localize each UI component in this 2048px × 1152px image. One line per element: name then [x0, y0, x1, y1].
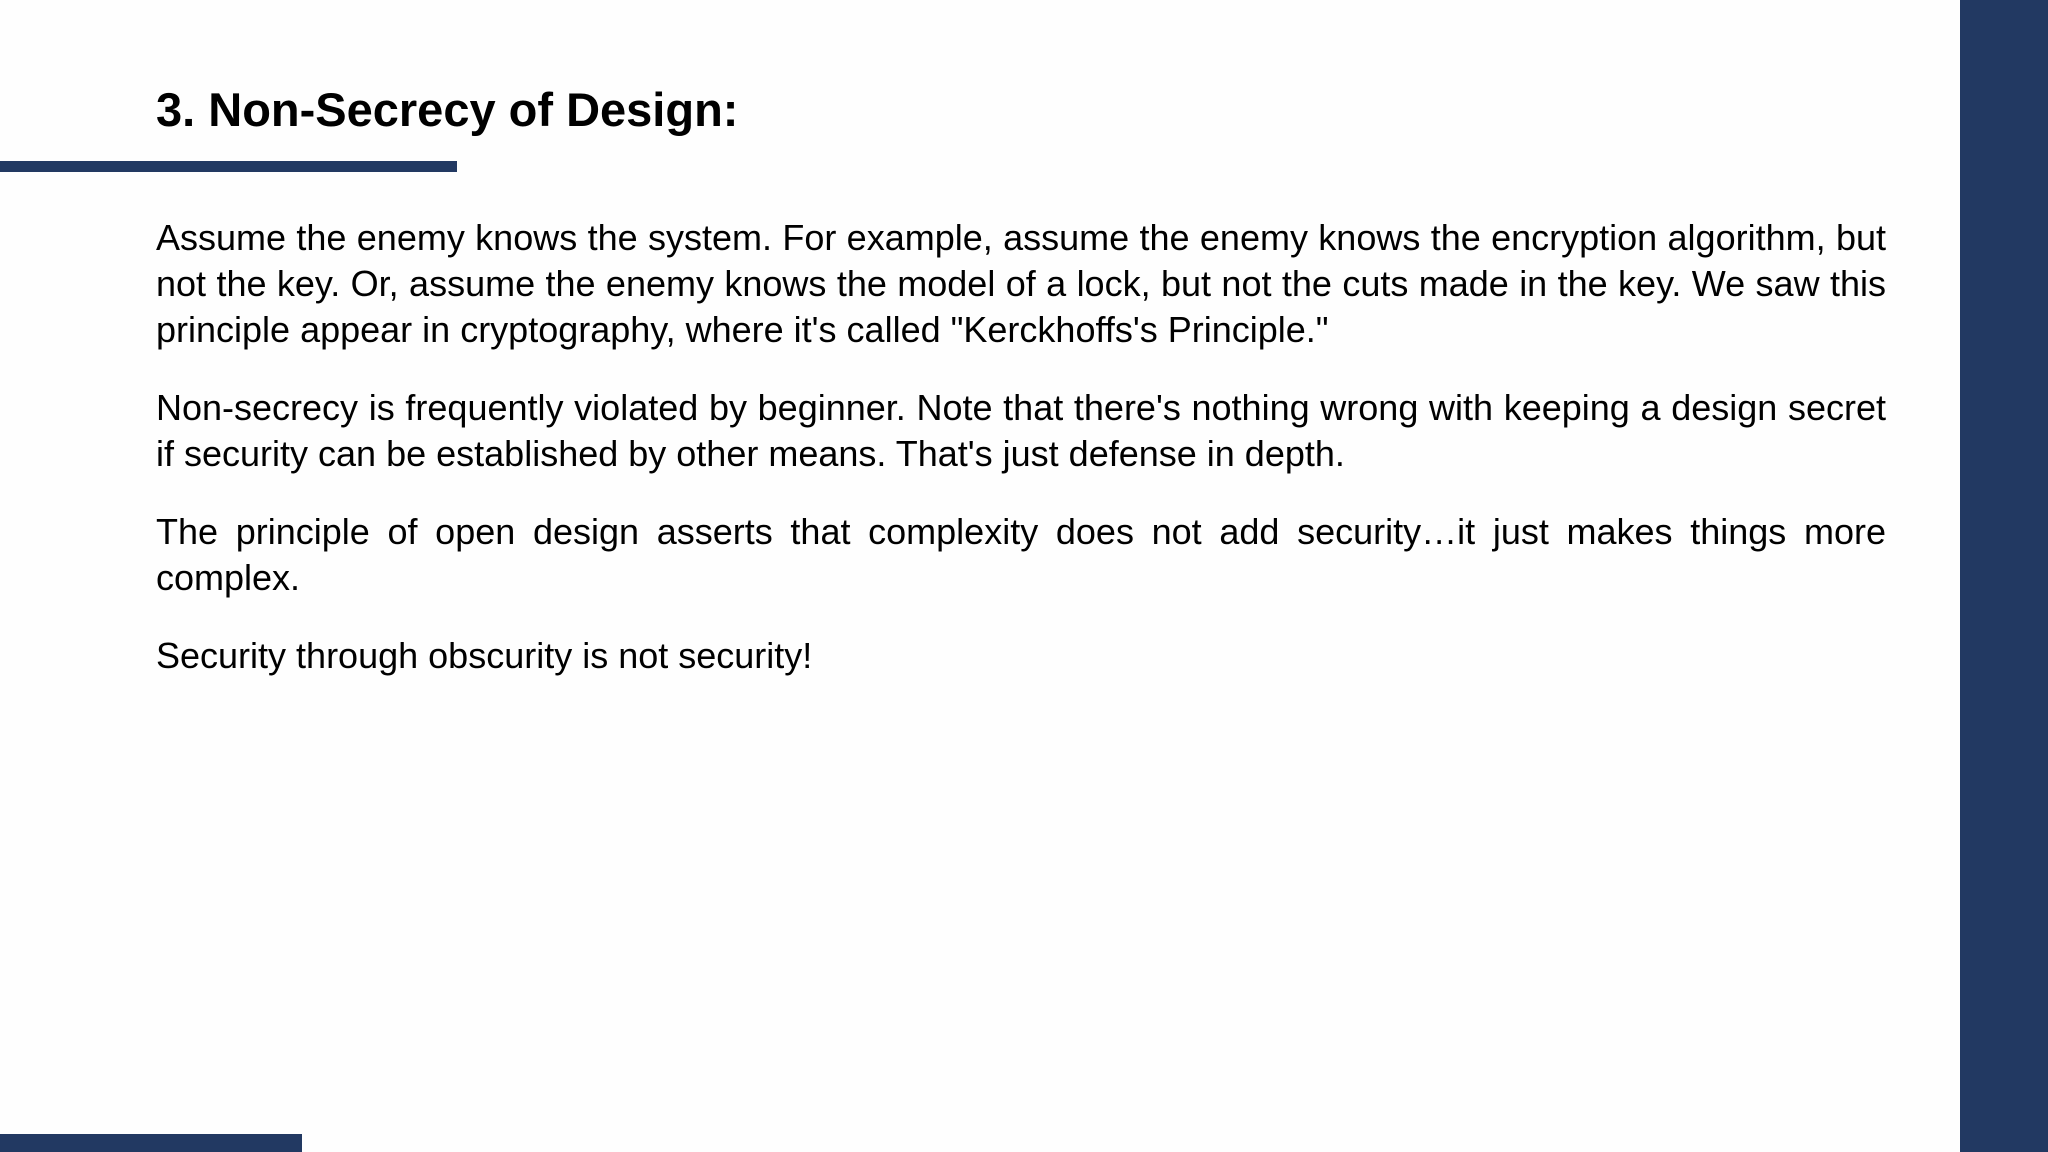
paragraph-open-design: The principle of open design asserts that complexity does not add security…it just makes things more complex. [156, 511, 1886, 598]
paragraph-kerckhoffs: Assume the enemy knows the system. For example, assume the enemy knows the encryption algorithm, but not the key. Or, assume the enemy knows the model of a lock, but not the cuts made in the key. We saw this principle appear in cryptography, where it's called "Kerckhoffs's Principle." [156, 217, 1886, 350]
title-underline-bar [0, 161, 457, 172]
slide-body [156, 215, 1886, 711]
right-accent-bar [1960, 0, 2048, 1152]
paragraph-obscurity: Security through obscurity is not security! [156, 635, 813, 676]
paragraph-non-secrecy: Non-secrecy is frequently violated by beginner. Note that there's nothing wrong with keeping a design secret if security can be established by other means. That's just defense in depth. [156, 387, 1886, 474]
slide-title: 3. Non-Secrecy of Design: [156, 83, 739, 136]
bottom-accent-bar [0, 1134, 302, 1152]
